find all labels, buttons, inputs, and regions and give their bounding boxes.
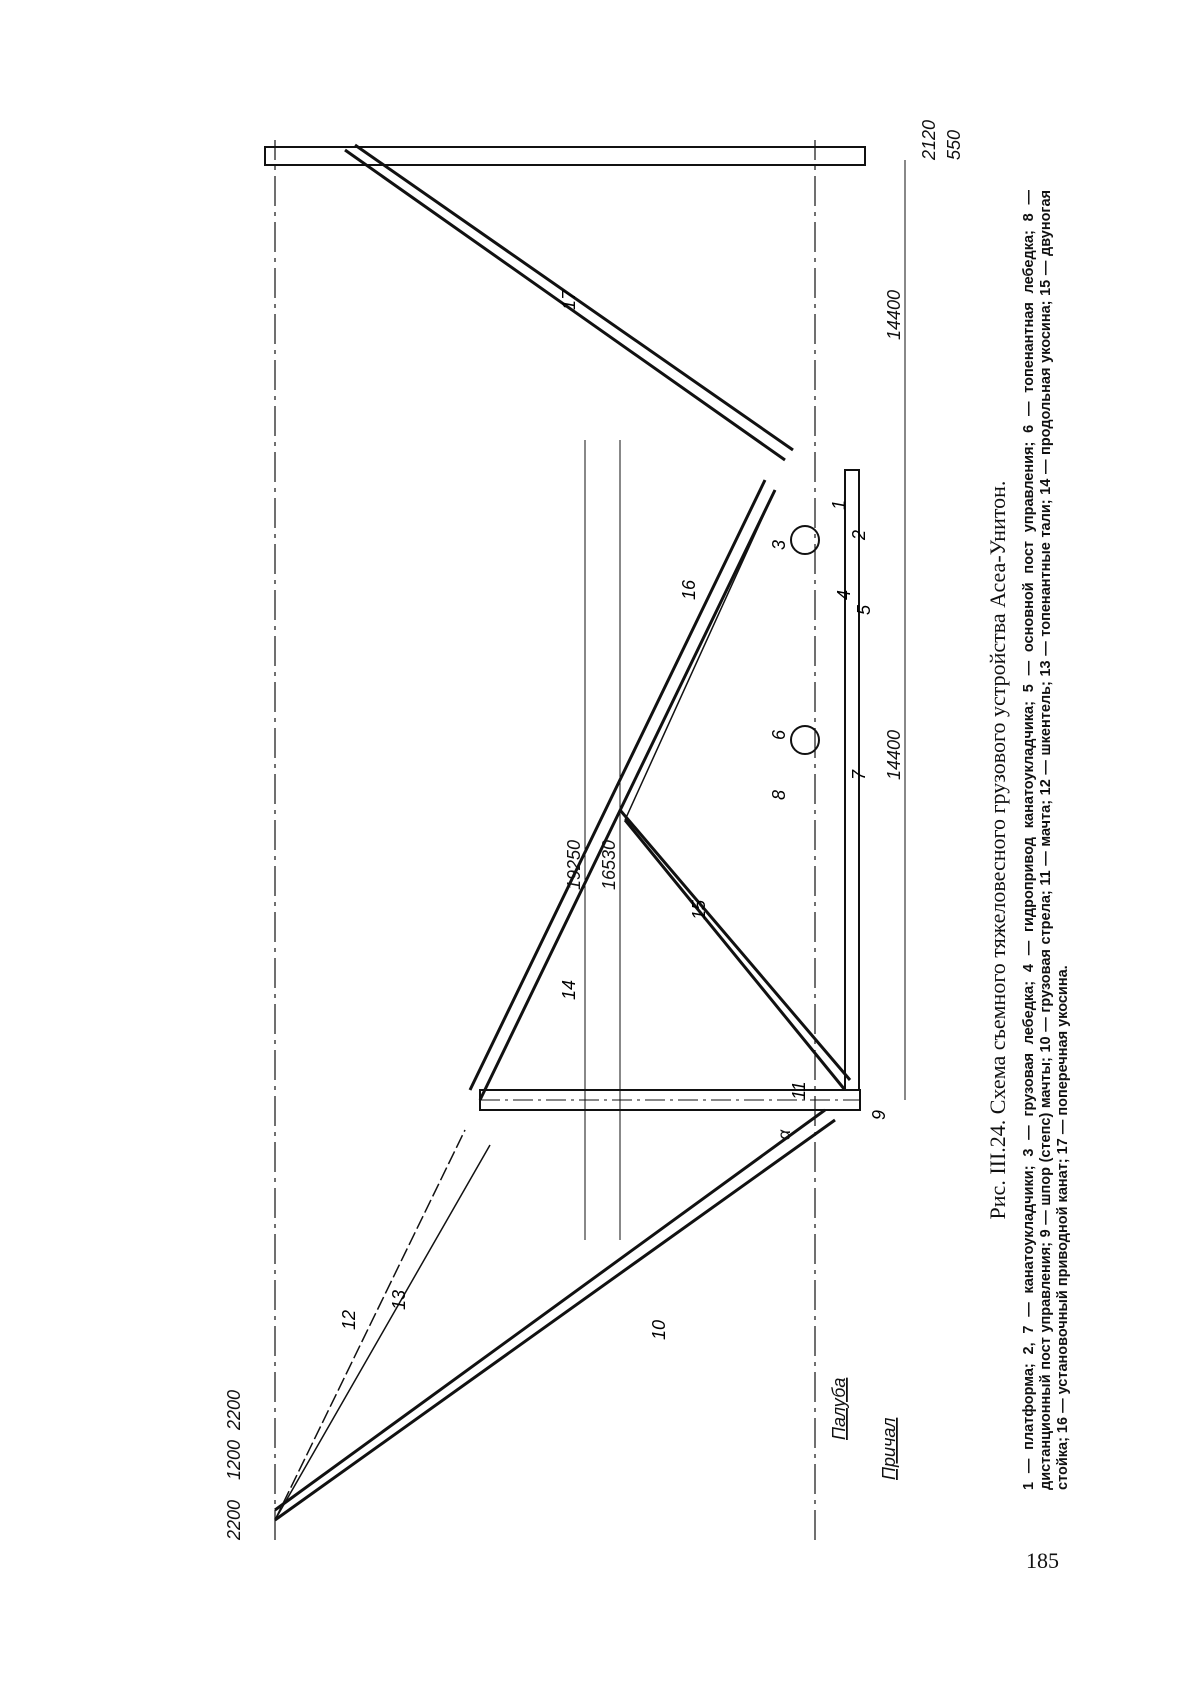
rope-16: [625, 490, 775, 820]
rotated-figure: [125, 119, 1071, 1540]
dim-2200-b: 2200: [224, 1389, 244, 1430]
part-number-11: 11: [789, 1081, 809, 1100]
part-number-17: 17: [559, 289, 579, 310]
part-number-7: 7: [849, 769, 869, 780]
part-number-15: 15: [689, 899, 709, 920]
part-number-16: 16: [679, 579, 699, 600]
page-number: 185: [1026, 1548, 1059, 1573]
caption-title: Рис. III.24. Схема съемного тяжеловесного грузового устройства Асеа-Унитон.: [985, 480, 1010, 1220]
platform-1: [845, 470, 859, 1090]
a-frame-15: [625, 820, 845, 1090]
part-number-4: 4: [834, 589, 854, 600]
caption-legend: 1 — платформа; 2, 7 — канатоукладчики; 3 — грузовая лебедка; 4 — гидропривод канатоукладчика; 5 — основной пост управления; 6 — топенантная лебедка; 8 — дистанционный пост управления; 9 — шпор (степс) мачты; 10 — грузовая стрела; 11 — мачта; 12 — шкентель; 13 — топенантные тали; 14 — продольная укосина; 15 — двуногая стойка; 16 — установочный приводной канат; 17 — поперечная укосина.: [1021, 190, 1071, 1490]
dim-1200: 1200: [224, 1439, 244, 1480]
dim-550: 550: [944, 129, 964, 160]
strut-14: [480, 490, 775, 1100]
topping-tackle-13: [275, 1145, 490, 1520]
part-number-5: 5: [854, 604, 874, 615]
part-number-1: 1: [829, 499, 849, 510]
part-number-13: 13: [389, 1289, 409, 1310]
dim-16530: 16530: [599, 839, 619, 890]
part-number-10: 10: [649, 1319, 669, 1340]
dim-14400-mid: 14400: [884, 729, 904, 780]
dim-19250: 19250: [564, 839, 584, 890]
label-deck: Палуба: [829, 1377, 849, 1440]
part-number-12: 12: [339, 1309, 359, 1330]
label-angle: α: [774, 1129, 794, 1140]
pendant-12: [275, 1130, 465, 1520]
part-number-14: 14: [559, 979, 579, 1000]
part-number-2: 2: [849, 529, 869, 540]
dim-2120: 2120: [919, 119, 939, 160]
crane-drawing: [224, 119, 965, 1540]
dim-14400-top: 14400: [884, 289, 904, 340]
part-number-3: 3: [769, 539, 789, 550]
part-number-9: 9: [869, 1109, 889, 1120]
part-number-8: 8: [769, 789, 789, 800]
dim-2200-a: 2200: [224, 1499, 244, 1540]
label-pier: Причал: [879, 1417, 899, 1480]
part-number-6: 6: [769, 729, 789, 740]
cargo-boom-10: [275, 1120, 835, 1520]
winch-3: [791, 526, 819, 554]
